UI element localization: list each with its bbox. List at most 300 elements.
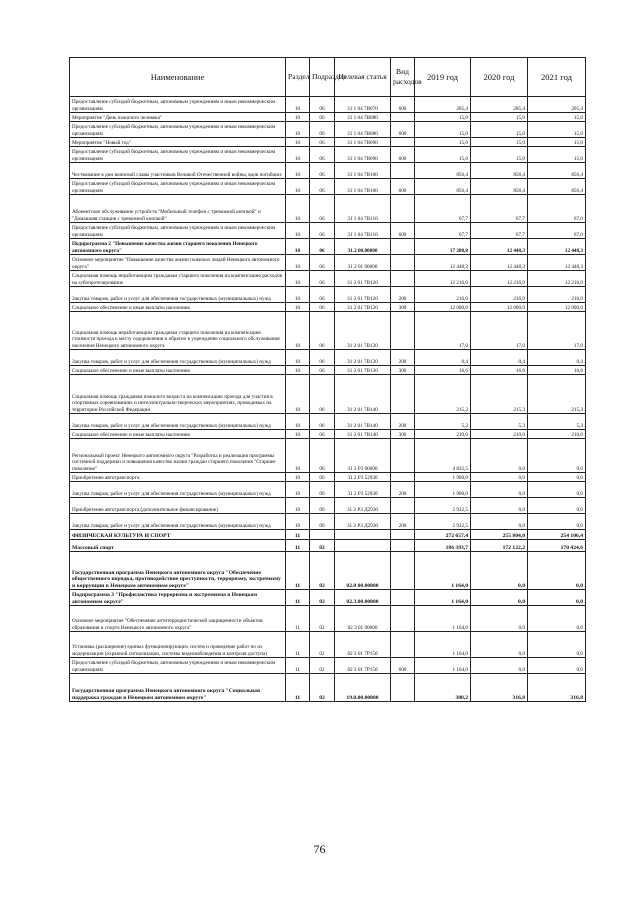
row-subsection: 06 [310, 122, 335, 138]
row-value-2019: 856,4 [415, 163, 471, 179]
row-subsection: 02 [310, 632, 335, 658]
row-value-2019: 380,2 [415, 674, 471, 702]
row-target-article: 31 1 04 7В070 [335, 97, 391, 113]
row-value-2020: 16,6 [471, 366, 528, 375]
row-value-2020: 0,0 [471, 514, 528, 530]
row-subsection: 06 [310, 439, 335, 473]
row-value-2019: 1 900,0 [415, 482, 471, 498]
row-value-2019: 4 832,5 [415, 439, 471, 473]
row-section: 10 [286, 375, 310, 414]
row-value-2019: 0,4 [415, 350, 471, 366]
table-row [70, 482, 586, 498]
row-value-2020: 15,0 [471, 147, 528, 163]
table-row [70, 552, 586, 590]
row-value-2021: 0,0 [528, 514, 586, 530]
row-expense-type [391, 674, 415, 702]
row-subsection: 06 [310, 195, 335, 223]
table-row [70, 163, 586, 179]
row-value-2021: 316,8 [528, 674, 586, 702]
row-section: 11 [286, 590, 310, 606]
row-name: Приобретение автотранспорта [70, 473, 286, 482]
row-target-article: 31 2 01 7В130 [335, 350, 391, 366]
row-subsection: 06 [310, 350, 335, 366]
row-expense-type: 200 [391, 482, 415, 498]
row-subsection: 06 [310, 498, 335, 514]
row-section: 10 [286, 122, 310, 138]
row-subsection: 06 [310, 271, 335, 287]
row-name: Государственная программа Ненецкого автономного округа "Социальная поддержка граждан в Ненецком автономном округе" [70, 674, 286, 702]
row-subsection: 06 [310, 287, 335, 303]
table-row [70, 530, 586, 540]
row-expense-type: 300 [391, 303, 415, 312]
row-name: Закупка товаров, работ и услуг для обеспечения государственных (муниципальных) нужд [70, 350, 286, 366]
row-value-2021: 67,0 [528, 223, 586, 239]
row-subsection: 06 [310, 312, 335, 350]
row-expense-type: 200 [391, 414, 415, 430]
row-value-2020: 67,7 [471, 195, 528, 223]
table-row [70, 179, 586, 195]
row-name: Социальная помощь гражданам пожилого возраста на компенсацию проезда для участия в спортивных соревнованиях и интеллектуально-творческих мероприятиях, проводимых на территории Российской Федерации [70, 375, 286, 414]
row-section: 11 [286, 606, 310, 632]
row-target-article: 31 2 01 7В130 [335, 366, 391, 375]
row-section: 10 [286, 414, 310, 430]
row-target-article: 31.2 00.00000 [335, 239, 391, 255]
table-row [70, 239, 586, 255]
row-subsection: 06 [310, 430, 335, 439]
row-section: 10 [286, 195, 310, 223]
row-name: ФИЗИЧЕСКАЯ КУЛЬТУРА И СПОРТ [70, 530, 286, 540]
table-row [70, 366, 586, 375]
row-section: 10 [286, 255, 310, 271]
row-value-2021: 254 106,4 [528, 530, 586, 540]
row-section: 10 [286, 482, 310, 498]
row-target-article: 31 1 04 7В110 [335, 195, 391, 223]
row-expense-type: 300 [391, 366, 415, 375]
table-row [70, 658, 586, 674]
table-row [70, 97, 586, 113]
row-value-2021: 0,0 [528, 473, 586, 482]
row-value-2020: 0,4 [471, 350, 528, 366]
row-target-article: 31 1 04 7В090 [335, 138, 391, 147]
row-target-article: 31 2 01 7В140 [335, 375, 391, 414]
table-row [70, 312, 586, 350]
row-expense-type: 300 [391, 430, 415, 439]
row-name: Закупка товаров, работ и услуг для обеспечения государственных (муниципальных) нужд [70, 287, 286, 303]
row-value-2021: 15,0 [528, 122, 586, 138]
row-value-2019: 5,3 [415, 414, 471, 430]
table-row [70, 138, 586, 147]
row-name: Закупка товаров, работ и услуг для обеспечения государственных (муниципальных) нужд [70, 514, 286, 530]
row-value-2021: 12 216,0 [528, 271, 586, 287]
row-value-2020: 215,3 [471, 375, 528, 414]
row-target-article: 31 2 01 7В130 [335, 312, 391, 350]
row-value-2020: 12 216,0 [471, 271, 528, 287]
table-header-row [70, 58, 586, 97]
table-row [70, 414, 586, 430]
row-value-2021: 210,0 [528, 430, 586, 439]
row-expense-type [391, 632, 415, 658]
row-subsection: 06 [310, 223, 335, 239]
row-value-2021: 856,4 [528, 179, 586, 195]
row-name: Предоставление субсидий бюджетным, автономным учреждениям и иным некоммерческим организациям [70, 223, 286, 239]
budget-table-sheet [69, 57, 585, 702]
row-name: Основное мероприятие "Повышение качества жизни пожилых людей Ненецкого автономного округа" [70, 255, 286, 271]
row-value-2021: 0,0 [528, 552, 586, 590]
row-value-2019: 856,4 [415, 179, 471, 195]
row-name: Предоставление субсидий бюджетным, автономным учреждениям и иным некоммерческим организациям [70, 179, 286, 195]
row-value-2019: 17,0 [415, 312, 471, 350]
row-section: 10 [286, 366, 310, 375]
table-row [70, 375, 586, 414]
row-expense-type [391, 138, 415, 147]
row-value-2021: 12 448,3 [528, 239, 586, 255]
row-target-article: 31 1 04 7В090 [335, 147, 391, 163]
row-value-2020: 172 122,2 [471, 540, 528, 552]
row-section: 10 [286, 498, 310, 514]
row-value-2019: 67,7 [415, 195, 471, 223]
row-value-2021: 12 000,0 [528, 303, 586, 312]
row-value-2021: 17,0 [528, 312, 586, 350]
row-value-2020: 0,0 [471, 606, 528, 632]
row-target-article: 02 3 01 7Р150 [335, 632, 391, 658]
row-value-2019: 1 164,0 [415, 552, 471, 590]
row-value-2021: 0,4 [528, 350, 586, 366]
row-section: 10 [286, 303, 310, 312]
row-value-2021: 67,0 [528, 195, 586, 223]
row-value-2021: 0,0 [528, 658, 586, 674]
row-value-2019: 210,0 [415, 430, 471, 439]
row-target-article [335, 540, 391, 552]
row-expense-type: 600 [391, 179, 415, 195]
row-value-2019: 1 900,0 [415, 473, 471, 482]
row-subsection: 02 [310, 590, 335, 606]
row-name: Социальная помощь неработающим гражданам старшего поколения на компенсацию стоимости проезда к месту оздоровления и обратно в учреждение социального обслуживания населения Ненецкого автономного округа [70, 312, 286, 350]
row-name: Региональный проект Ненецкого автономного округа "Разработка и реализация программы системной поддержки и повышения качества жизни граждан старшего поколения "Старшее поколение" [70, 439, 286, 473]
row-subsection: 06 [310, 138, 335, 147]
table-row [70, 223, 586, 239]
row-value-2020: 67,7 [471, 223, 528, 239]
row-target-article: 31 2 Р3 52930 [335, 482, 391, 498]
table-row [70, 122, 586, 138]
row-section: 11 [286, 540, 310, 552]
row-expense-type [391, 606, 415, 632]
row-name: Социальное обеспечение и иные выплаты населению [70, 366, 286, 375]
row-name: Приобретение автотранспорта (дополнительное финансирование) [70, 498, 286, 514]
row-value-2020: 17,0 [471, 312, 528, 350]
row-subsection: 02 [310, 606, 335, 632]
row-value-2021: 170 424,6 [528, 540, 586, 552]
row-target-article: 31 2 01 7В120 [335, 303, 391, 312]
row-section: 10 [286, 271, 310, 287]
table-row [70, 287, 586, 303]
row-value-2019: 12 216,0 [415, 271, 471, 287]
row-section: 10 [286, 138, 310, 147]
row-expense-type [391, 113, 415, 122]
table-row [70, 514, 586, 530]
row-subsection: 06 [310, 303, 335, 312]
row-target-article: 31 1 04 7В100 [335, 163, 391, 179]
budget-table [69, 57, 586, 702]
header-name: Наименование [70, 58, 286, 97]
row-expense-type [391, 271, 415, 287]
row-value-2019: 17 280,8 [415, 239, 471, 255]
row-section: 10 [286, 430, 310, 439]
row-expense-type [391, 439, 415, 473]
row-name: Предоставление субсидий бюджетным, автономным учреждениям и иным некоммерческим организациям [70, 97, 286, 113]
table-row [70, 590, 586, 606]
row-name: Социальное обеспечение и иные выплаты населению [70, 430, 286, 439]
row-section: 11 [286, 674, 310, 702]
row-section: 10 [286, 179, 310, 195]
row-value-2021: 0,0 [528, 632, 586, 658]
row-section: 10 [286, 163, 310, 179]
row-value-2021: 15,0 [528, 113, 586, 122]
row-section: 11 [286, 658, 310, 674]
row-section: 10 [286, 439, 310, 473]
row-subsection: 06 [310, 97, 335, 113]
row-expense-type: 600 [391, 97, 415, 113]
row-expense-type [391, 375, 415, 414]
row-name: Социальное обеспечение и иные выплаты населению [70, 303, 286, 312]
row-value-2021: 0,0 [528, 439, 586, 473]
row-target-article: 31 1 04 7В080 [335, 122, 391, 138]
row-expense-type: 600 [391, 223, 415, 239]
row-value-2020: 15,0 [471, 122, 528, 138]
row-expense-type [391, 163, 415, 179]
row-target-article: 31 2 01 7В140 [335, 430, 391, 439]
row-value-2020: 12 448,3 [471, 239, 528, 255]
row-expense-type: 200 [391, 514, 415, 530]
row-value-2021: 16,6 [528, 366, 586, 375]
row-section: 11 [286, 530, 310, 540]
row-value-2020: 205,4 [471, 97, 528, 113]
row-subsection: 06 [310, 414, 335, 430]
row-value-2020: 255 804,0 [471, 530, 528, 540]
row-target-article: 31 1 04 7В080 [335, 113, 391, 122]
row-name: Мероприятие "День пожилого человека" [70, 113, 286, 122]
row-value-2019: 2 932,5 [415, 514, 471, 530]
row-name: Мероприятие "Новый год" [70, 138, 286, 147]
row-value-2019: 67,7 [415, 223, 471, 239]
row-expense-type: 600 [391, 658, 415, 674]
row-name: Основное мероприятие "Обеспечение антитеррористической защищенности объектов образования и спорта Ненецкого автономного округа" [70, 606, 286, 632]
row-name: Закупка товаров, работ и услуг для обеспечения государственных (муниципальных) нужд [70, 414, 286, 430]
row-section: 11 [286, 552, 310, 590]
row-subsection: 06 [310, 255, 335, 271]
row-value-2020: 210,0 [471, 430, 528, 439]
row-value-2021: 856,4 [528, 163, 586, 179]
row-value-2019: 1 164,0 [415, 658, 471, 674]
row-value-2019: 2 932,5 [415, 498, 471, 514]
row-target-article: 19.0.00.00000 [335, 674, 391, 702]
row-name: Государственная программа Ненецкого автономного округа "Обеспечение общественного порядка, противодействие преступности, терроризму, экстремизму и коррупции в Ненецком автономном округе" [70, 552, 286, 590]
row-subsection: 06 [310, 482, 335, 498]
row-value-2019: 1 164,0 [415, 590, 471, 606]
row-target-article: 31 1 04 7В110 [335, 223, 391, 239]
table-row [70, 473, 586, 482]
row-name: Социальная помощь неработающим гражданам старшего поколения на компенсацию расходов на зубопротезирование [70, 271, 286, 287]
row-section: 10 [286, 113, 310, 122]
row-target-article: 31 2 Р3 52930 [335, 473, 391, 482]
row-subsection: 06 [310, 113, 335, 122]
row-value-2020: 0,0 [471, 473, 528, 482]
row-value-2019: 15,0 [415, 122, 471, 138]
table-row [70, 113, 586, 122]
row-value-2021: 215,3 [528, 375, 586, 414]
header-expense-type: Вид расходов [391, 58, 415, 97]
table-row [70, 632, 586, 658]
row-section: 10 [286, 97, 310, 113]
row-value-2020: 0,0 [471, 439, 528, 473]
row-target-article: 31 2 01 7В120 [335, 287, 391, 303]
row-name: Предоставление субсидий бюджетным, автономным учреждениям и иным некоммерческим организациям [70, 147, 286, 163]
row-value-2020: 0,0 [471, 658, 528, 674]
row-value-2021: 15,0 [528, 147, 586, 163]
row-subsection: 06 [310, 514, 335, 530]
row-value-2021: 15,0 [528, 138, 586, 147]
table-row [70, 674, 586, 702]
row-subsection: 02 [310, 540, 335, 552]
row-value-2021: 0,0 [528, 606, 586, 632]
row-target-article: 31 2 01 7В140 [335, 414, 391, 430]
row-target-article: 02.0 00.00000 [335, 552, 391, 590]
row-value-2021: 205,4 [528, 97, 586, 113]
row-section: 10 [286, 473, 310, 482]
row-section: 10 [286, 350, 310, 366]
row-value-2021: 12 448,3 [528, 255, 586, 271]
row-name: Чествование в дни воинской славы участников Великой Отечественной войны, вдов погибших [70, 163, 286, 179]
row-value-2019: 16,6 [415, 366, 471, 375]
row-value-2021: 0,0 [528, 590, 586, 606]
row-value-2020: 12 448,3 [471, 255, 528, 271]
row-value-2019: 15,0 [415, 147, 471, 163]
row-subsection: 02 [310, 674, 335, 702]
header-year-2019: 2019 год [415, 58, 471, 97]
row-value-2020: 15,0 [471, 113, 528, 122]
row-target-article: 31 2 01 7В120 [335, 271, 391, 287]
row-section: 10 [286, 312, 310, 350]
row-value-2020: 0,0 [471, 552, 528, 590]
row-subsection: 06 [310, 179, 335, 195]
row-value-2020: 5,3 [471, 414, 528, 430]
row-value-2019: 12 000,0 [415, 303, 471, 312]
row-target-article: 02.3.00.00000 [335, 590, 391, 606]
row-subsection: 06 [310, 375, 335, 414]
row-value-2020: 856,4 [471, 179, 528, 195]
row-name: Предоставление субсидий бюджетным, автономным учреждениям и иным некоммерческим организациям [70, 658, 286, 674]
row-target-article: 31 2 01 00000 [335, 255, 391, 271]
table-row [70, 303, 586, 312]
row-value-2019: 215,3 [415, 375, 471, 414]
header-year-2021: 2021 год [528, 58, 586, 97]
row-expense-type [391, 195, 415, 223]
row-value-2020: 856,4 [471, 163, 528, 179]
row-subsection: 02 [310, 552, 335, 590]
table-row [70, 271, 586, 287]
row-expense-type [391, 239, 415, 255]
row-expense-type [391, 255, 415, 271]
row-value-2019: 272 657,4 [415, 530, 471, 540]
row-value-2019: 1 164,0 [415, 606, 471, 632]
row-value-2019: 1 164,0 [415, 632, 471, 658]
row-section: 10 [286, 514, 310, 530]
header-section: Раздел [286, 58, 310, 97]
row-section: 10 [286, 287, 310, 303]
header-target-article: Целевая статья [335, 58, 391, 97]
row-target-article: 02 3 01 7Р150 [335, 658, 391, 674]
page-number: 76 [313, 842, 326, 856]
row-target-article: 02 3 01 00000 [335, 606, 391, 632]
row-value-2021: 5,3 [528, 414, 586, 430]
row-value-2019: 216,0 [415, 287, 471, 303]
row-subsection: 06 [310, 473, 335, 482]
row-value-2021: 0,0 [528, 498, 586, 514]
row-target-article [335, 530, 391, 540]
row-value-2021: 216,0 [528, 287, 586, 303]
row-expense-type: 200 [391, 287, 415, 303]
row-subsection: 06 [310, 147, 335, 163]
row-value-2021: 0,0 [528, 482, 586, 498]
row-target-article: 31 2 Р3 00000 [335, 439, 391, 473]
row-target-article: 31 2 Р3 Д2930 [335, 498, 391, 514]
row-expense-type [391, 540, 415, 552]
row-name: Закупка товаров, работ и услуг для обеспечения государственных (муниципальных) нужд [70, 482, 286, 498]
row-section: 10 [286, 223, 310, 239]
row-expense-type: 200 [391, 350, 415, 366]
row-expense-type [391, 530, 415, 540]
row-section: 11 [286, 632, 310, 658]
row-name: Подпрограмма 3 "Профилактика терроризма и экстремизма в Ненецком автономном округе" [70, 590, 286, 606]
table-row [70, 350, 586, 366]
row-value-2020: 0,0 [471, 482, 528, 498]
row-name: Предоставление субсидий бюджетным, автономным учреждениям и иным некоммерческим организациям [70, 122, 286, 138]
row-subsection: 06 [310, 163, 335, 179]
row-value-2020: 316,8 [471, 674, 528, 702]
row-subsection [310, 530, 335, 540]
row-value-2019: 15,0 [415, 138, 471, 147]
header-subsection: Подраздел [310, 58, 335, 97]
table-row [70, 255, 586, 271]
row-section: 10 [286, 147, 310, 163]
row-value-2020: 0,0 [471, 498, 528, 514]
row-value-2019: 15,0 [415, 113, 471, 122]
row-value-2020: 0,0 [471, 590, 528, 606]
table-row [70, 606, 586, 632]
row-expense-type [391, 312, 415, 350]
row-value-2019: 186 393,7 [415, 540, 471, 552]
row-target-article: 31 1 04 7В100 [335, 179, 391, 195]
table-row [70, 540, 586, 552]
table-row [70, 439, 586, 473]
table-body [70, 97, 586, 702]
row-expense-type [391, 590, 415, 606]
table-row [70, 147, 586, 163]
table-row [70, 195, 586, 223]
row-value-2020: 15,0 [471, 138, 528, 147]
row-expense-type [391, 473, 415, 482]
row-target-article: 31 2 Р3 Д2930 [335, 514, 391, 530]
row-name: Массовый спорт [70, 540, 286, 552]
row-value-2020: 12 000,0 [471, 303, 528, 312]
table-row [70, 498, 586, 514]
row-value-2020: 216,0 [471, 287, 528, 303]
row-name: Установка (расширение) единых функционирующих систем и проведение работ по их модернизации (охранной сигнализации, системы видеонаблюдения и контроля доступа) [70, 632, 286, 658]
row-expense-type: 600 [391, 147, 415, 163]
row-expense-type: 600 [391, 122, 415, 138]
row-section: 10 [286, 239, 310, 255]
row-expense-type [391, 498, 415, 514]
row-subsection: 06 [310, 366, 335, 375]
